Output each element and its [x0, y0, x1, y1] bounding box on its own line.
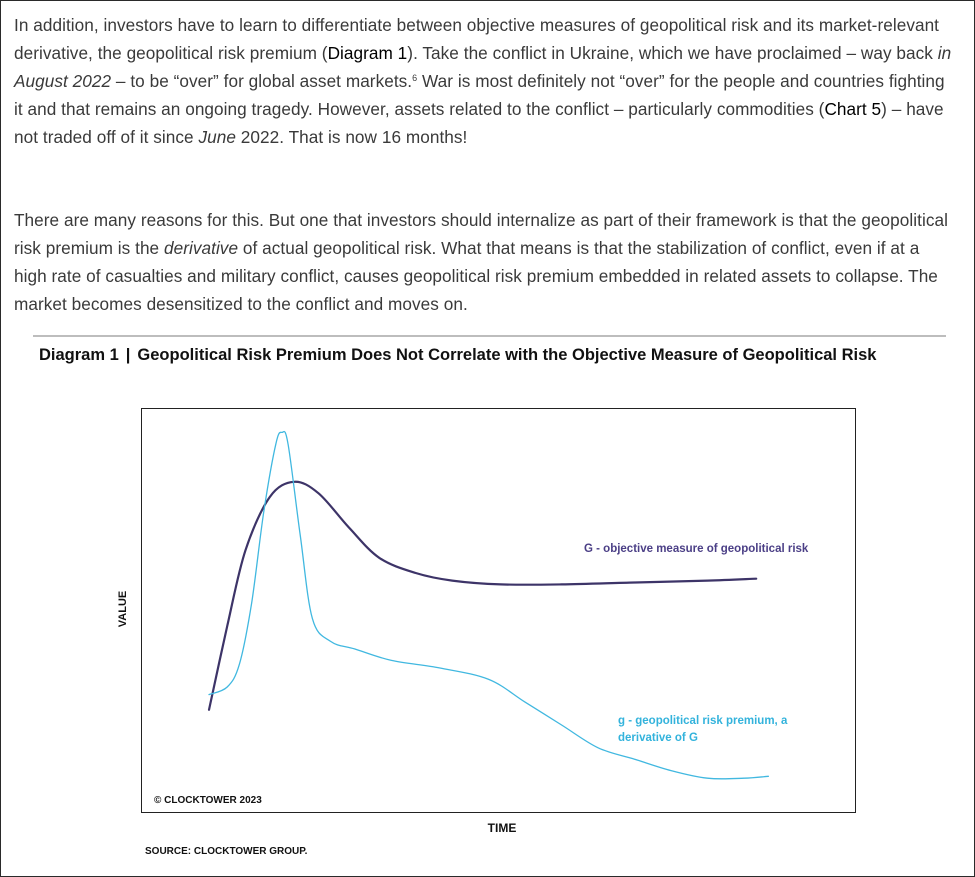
diagram-title-text: Geopolitical Risk Premium Does Not Correlate with the Objective Measure of Geopolitical Risk [137, 346, 877, 364]
title-separator: | [125, 346, 131, 364]
copyright-annotation: © CLOCKTOWER 2023 [154, 795, 262, 806]
section-divider [33, 335, 946, 337]
paragraph-2 [14, 206, 954, 318]
diagram-label: Diagram 1 [39, 346, 119, 364]
paragraph-1-text-f: 2022. That is now 16 months! [235, 127, 468, 147]
august-2022-reference[interactable]: in August 2022 [14, 43, 952, 91]
source-note: SOURCE: CLOCKTOWER GROUP. [145, 846, 308, 857]
derivative-emphasis: derivative [164, 238, 239, 258]
paragraph-1-text-b: ). Take the conflict in Ukraine, which we have proclaimed – way back [407, 43, 938, 63]
paragraph-1-text-e: ) – have not traded off of it since [14, 99, 944, 147]
chart-svg [142, 409, 855, 812]
footnote-marker: 6 [412, 73, 418, 83]
series-g-label: g - geopolitical risk premium, a derivative of G [618, 715, 788, 744]
paragraph-2-text-a: There are many reasons for this. But one that investors should internalize as part of their framework is that the geopolitical risk premium is the [14, 210, 948, 258]
chart-plot-area [141, 408, 856, 813]
june-reference[interactable]: June [198, 127, 236, 147]
paragraph-1-text-d: War is most definitely not “over” for the people and countries fighting it and that remains an ongoing tragedy. However, assets related to the conflict – particularly commodities ( [14, 71, 945, 119]
paragraph-2-text-b: of actual geopolitical risk. What that means is that the stabilization of conflict, even if at a high rate of casualties and military conflict, causes geopolitical risk premium embedded in related assets to collapse. The market becomes desensitized to the conflict and moves on. [14, 238, 938, 314]
series-G-label: G - objective measure of geopolitical risk [584, 543, 809, 555]
diagram-title [39, 346, 939, 365]
chart-5-reference: Chart 5 [824, 99, 882, 119]
series-G-line [209, 482, 756, 710]
paragraph-1-text-c: – to be “over” for global asset markets. [111, 71, 413, 91]
paragraph-1 [14, 11, 954, 151]
y-axis-label: VALUE [117, 590, 129, 628]
x-axis-label: TIME [487, 821, 517, 835]
diagram-1-reference: Diagram 1 [327, 43, 408, 63]
paragraph-1-text-a: In addition, investors have to learn to differentiate between objective measures of geopolitical risk and its market-relevant derivative, the geopolitical risk premium ( [14, 15, 940, 63]
